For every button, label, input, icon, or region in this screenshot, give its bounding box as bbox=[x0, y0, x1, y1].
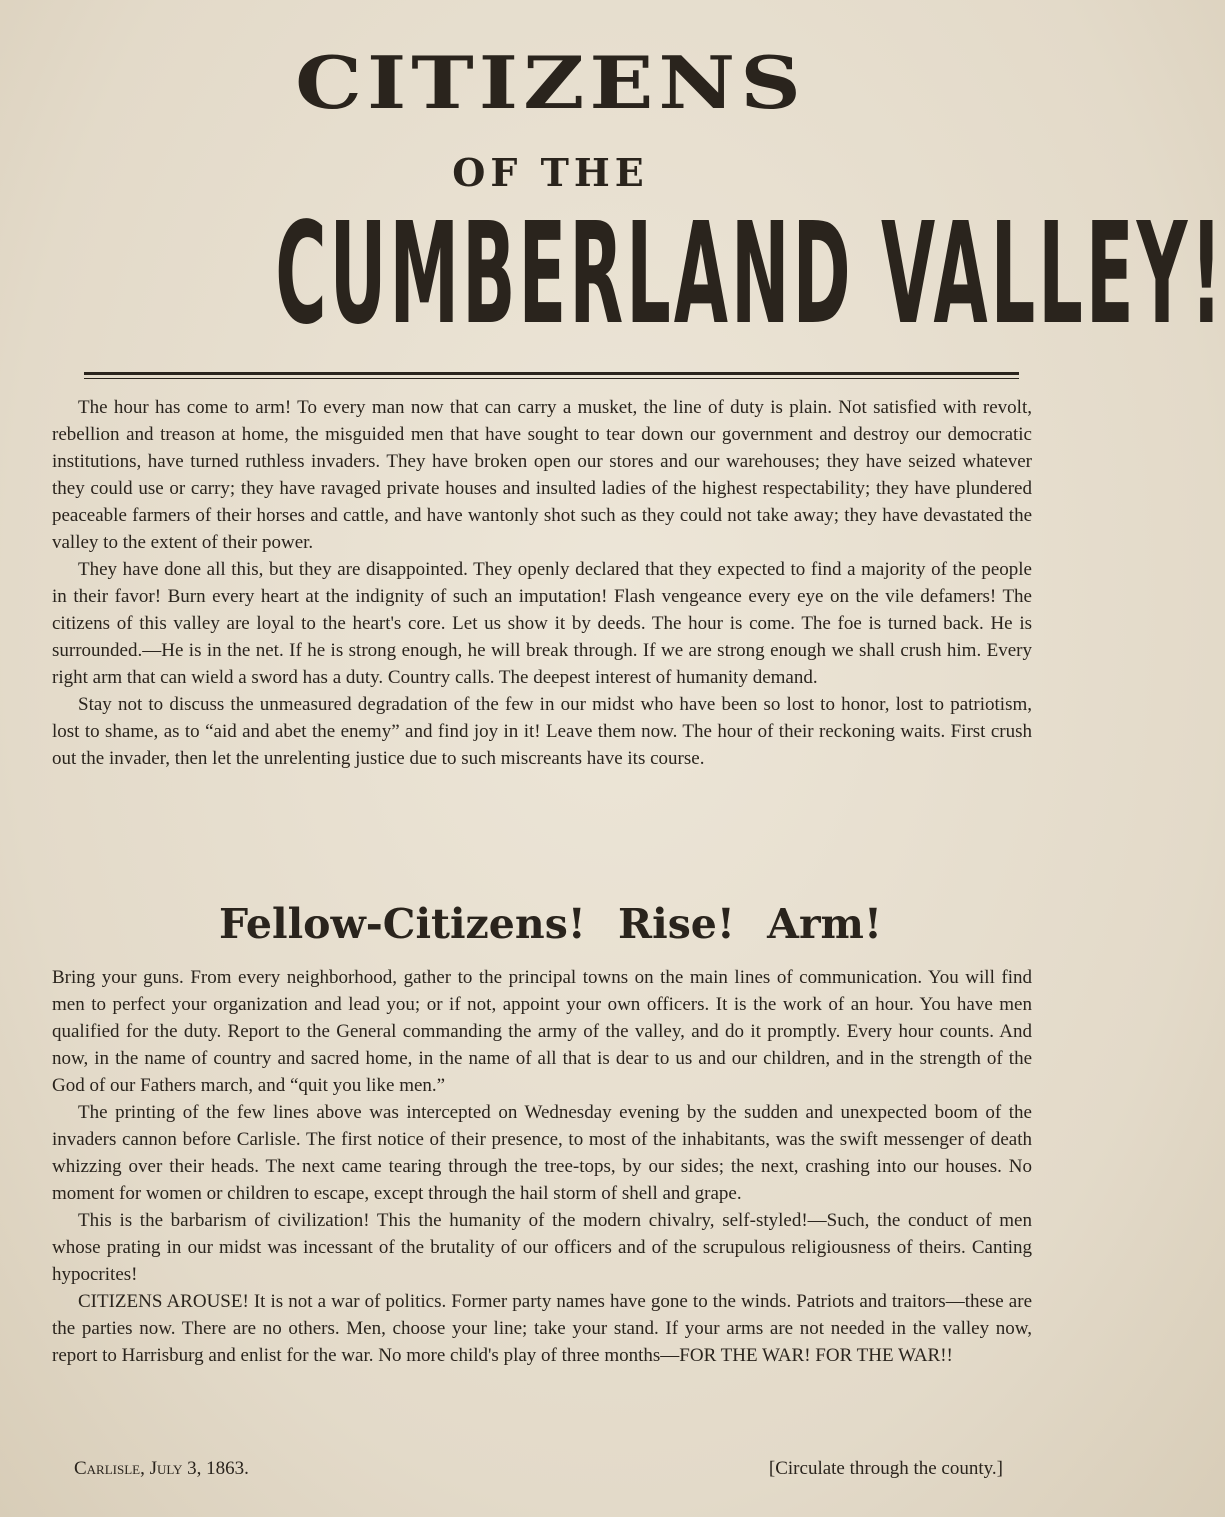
place-date-text: Carlisle, July 3, 1863. bbox=[74, 1458, 249, 1479]
circulate-note: [Circulate through the county.] bbox=[768, 1458, 1003, 1479]
title-cumberland-valley: CUMBERLAND VALLEY! bbox=[275, 193, 1225, 356]
section-two bbox=[52, 964, 1032, 1369]
paragraph-disappointed: They have done all this, but they are disappointed. They openly declared that they expected to find a majority of the people in their favor! Burn every heart at the indignity of such an imputation! Flash vengeance every eye on the vile defamers! The citizens of this valley are loyal to the heart's core. Let us show it by deeds. The hour is come. The foe is turned back. He is surrounded.—He is in the net. If he is strong enough, he will break through. If we are strong enough we shall crush him. Every right arm that can wield a sword has a duty. Country calls. The deepest interest of humanity demand. bbox=[52, 559, 1032, 688]
paragraph-stay-not: Stay not to discuss the unmeasured degradation of the few in our midst who have been so lost to honor, lost to patriotism, lost to shame, as to “aid and abet the enemy” and find joy in it! Leave them now. The hour of their reckoning waits. First crush out the invader, then let the unrelenting justice due to such miscreants have its course. bbox=[52, 694, 1032, 769]
heading-rule-thin bbox=[84, 378, 1019, 379]
place-date bbox=[74, 1458, 249, 1480]
heading-rule-thick bbox=[84, 372, 1019, 375]
title-of-the: OF THE bbox=[452, 150, 649, 195]
paragraph-bring-guns: Bring your guns. From every neighborhood, gather to the principal towns on the main lines of communication. You will find men to perfect your organization and lead you; or if not, appoint your own officers. It is the work of an hour. You have men qualified for the duty. Report to the General commanding the army of the valley, and do it promptly. Every hour counts. And now, in the name of country and sacred home, in the name of all that is dear to us and our children, and in the strength of the God of our Fathers march, and “quit you like men.” bbox=[52, 967, 1032, 1096]
rally-headline: Fellow-Citizens! Rise! Arm! bbox=[219, 900, 882, 948]
paragraph-printing-intercepted: The printing of the few lines above was intercepted on Wednesday evening by the sudden and unexpected boom of the invaders cannon before Carlisle. The first notice of their presence, to most of the inhabitants, was the swift messenger of death whizzing over their heads. The next came tearing through the tree-tops, by our sides; the next, crashing into our houses. No moment for women or children to escape, except through the hail storm of shell and grape. bbox=[52, 1102, 1032, 1204]
paragraph-hour-has-come: The hour has come to arm! To every man now that can carry a musket, the line of duty is plain. Not satisfied with revolt, rebellion and treason at home, the misguided men that have sought to tear down our government and destroy our democratic institutions, have turned ruthless invaders. They have broken open our stores and our warehouses; they have seized whatever they could use or carry; they have ravaged private houses and insulted ladies of the highest respectability; they have plundered peaceable farmers of their horses and cattle, and have wantonly shot such as they could not take away; they have devastated the valley to the extent of their power. bbox=[52, 397, 1032, 553]
section-one bbox=[52, 394, 1032, 772]
paragraph-citizens-arouse: CITIZENS AROUSE! It is not a war of politics. Former party names have gone to the winds. Patriots and traitors—these are the parties now. There are no others. Men, choose your line; take your stand. If your arms are not needed in the valley now, report to Harrisburg and enlist for the war. No more child's play of three months—FOR THE WAR! FOR THE WAR!! bbox=[52, 1291, 1032, 1366]
title-citizens: CITIZENS bbox=[295, 40, 806, 126]
paragraph-barbarism: This is the barbarism of civilization! This the humanity of the modern chivalry, self-styled!—Such, the conduct of men whose prating in our midst was incessant of the brutality of our officers and of the scrupulous religiousness of theirs. Canting hypocrites! bbox=[52, 1210, 1032, 1285]
